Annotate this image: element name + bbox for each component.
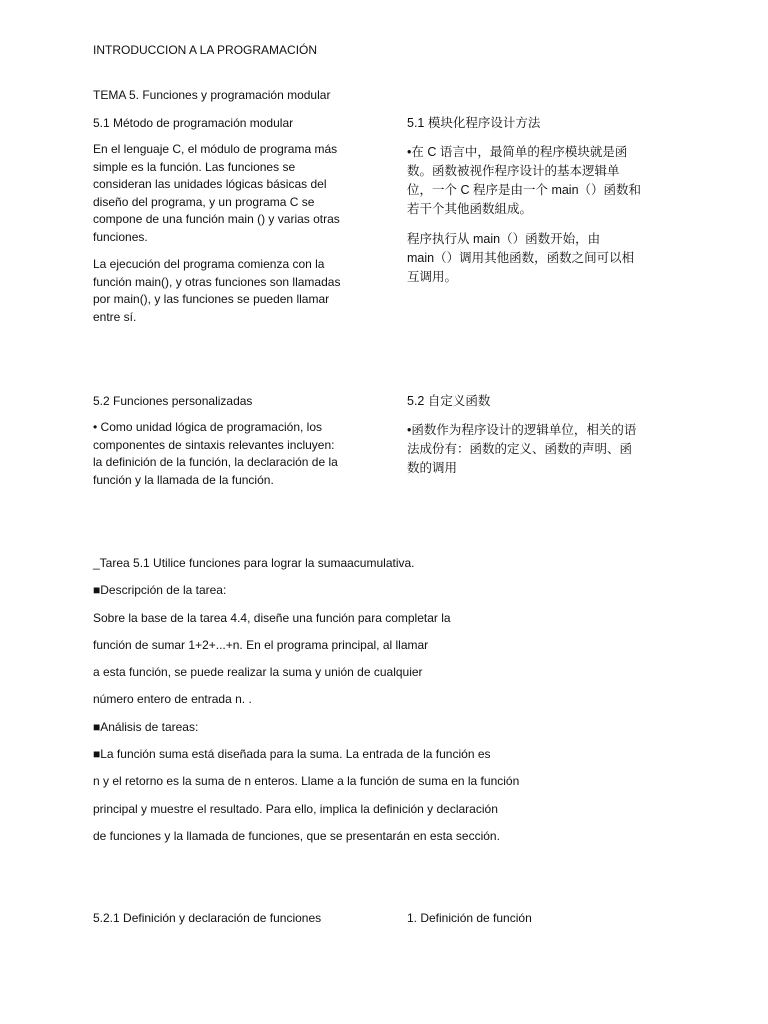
- text-line: por main(), y las funciones se pueden llamar: [93, 292, 330, 307]
- section-5-2-1-title-es: 5.2.1 Definición y declaración de funciones: [93, 911, 322, 925]
- section-5-2-paragraph-zh: [407, 421, 636, 478]
- text-line: 位，一个 C 程序是由一个 main（）函数和: [407, 183, 642, 197]
- task-description-heading: ■Descripción de la tarea:: [93, 583, 227, 597]
- text-line: main（）调用其他函数，函数之间可以相: [407, 251, 635, 265]
- task-analysis-heading: ■Análisis de tareas:: [93, 720, 199, 734]
- text-line: consideran las unidades lógicas básicas del: [93, 177, 327, 192]
- text-line: 互调用。: [407, 270, 458, 284]
- task-text-line: Sobre la base de la tarea 4.4, diseñe una función para completar la: [93, 611, 451, 625]
- text-line: • Como unidad lógica de programación, los: [93, 420, 322, 434]
- task-text-line: principal y muestre el resultado. Para ello, implica la definición y declaración: [93, 802, 498, 816]
- text-line: entre sí.: [93, 309, 137, 324]
- text-line: 法成份有：函数的定义、函数的声明、函: [407, 442, 633, 456]
- text-line: 数的调用: [407, 461, 458, 475]
- task-text-line: función de sumar 1+2+...+n. En el programa principal, al llamar: [93, 638, 429, 652]
- section-5-1-paragraph-2-zh: [407, 230, 634, 287]
- section-5-2-title-es: 5.2 Funciones personalizadas: [93, 394, 253, 408]
- section-5-1-paragraph-2-es: [93, 256, 340, 326]
- task-text-line: ■La función suma está diseñada para la suma. La entrada de la función es: [93, 747, 491, 761]
- text-line: la definición de la función, la declaración de la: [93, 455, 338, 470]
- document-header: INTRODUCCION A LA PROGRAMACIÓN: [93, 43, 318, 57]
- section-5-2-title-zh: 5.2 自定义函数: [407, 394, 491, 408]
- section-5-1-paragraph-1-es: [93, 141, 340, 247]
- task-text-line: de funciones y la llamada de funciones, que se presentarán en esta sección.: [93, 829, 500, 843]
- text-line: 数。函数被视作程序设计的基本逻辑单: [407, 164, 620, 178]
- task-title: _Tarea 5.1 Utilice funciones para lograr la sumaacumulativa.: [93, 556, 415, 570]
- text-line: funciones.: [93, 229, 148, 244]
- topic-title: TEMA 5. Funciones y programación modular: [93, 88, 331, 102]
- text-line: función y la llamada de la función.: [93, 472, 274, 487]
- text-line: En el lenguaje C, el módulo de programa más: [93, 142, 338, 156]
- text-line: diseño del programa, y un programa C se: [93, 194, 315, 209]
- section-5-1-title-zh: 5.1 模块化程序设计方法: [407, 116, 541, 130]
- section-5-1-paragraph-1-zh: [407, 143, 641, 219]
- task-text-line: a esta función, se puede realizar la suma y unión de cualquier: [93, 665, 423, 679]
- text-line: La ejecución del programa comienza con la: [93, 257, 325, 271]
- text-line: simple es la función. Las funciones se: [93, 159, 296, 174]
- section-5-2-1-subtitle: 1. Definición de función: [407, 911, 532, 925]
- text-line: 程序执行从 main（）函数开始，由: [407, 232, 601, 246]
- text-line: •在 C 语言中，最简单的程序模块就是函: [407, 145, 628, 159]
- task-text-line: número entero de entrada n. .: [93, 692, 252, 706]
- text-line: componentes de sintaxis relevantes incluyen:: [93, 437, 335, 452]
- text-line: •函数作为程序设计的逻辑单位，相关的语: [407, 423, 637, 437]
- text-line: 若干个其他函数組成。: [407, 202, 533, 216]
- section-5-1-title-es: 5.1 Método de programación modular: [93, 116, 294, 130]
- text-line: función main(), y otras funciones son llamadas: [93, 274, 341, 289]
- text-line: compone de una función main () y varias otras: [93, 212, 340, 227]
- task-text-line: n y el retorno es la suma de n enteros. Llame a la función de suma en la función: [93, 774, 520, 788]
- section-5-2-paragraph-es: [93, 419, 338, 489]
